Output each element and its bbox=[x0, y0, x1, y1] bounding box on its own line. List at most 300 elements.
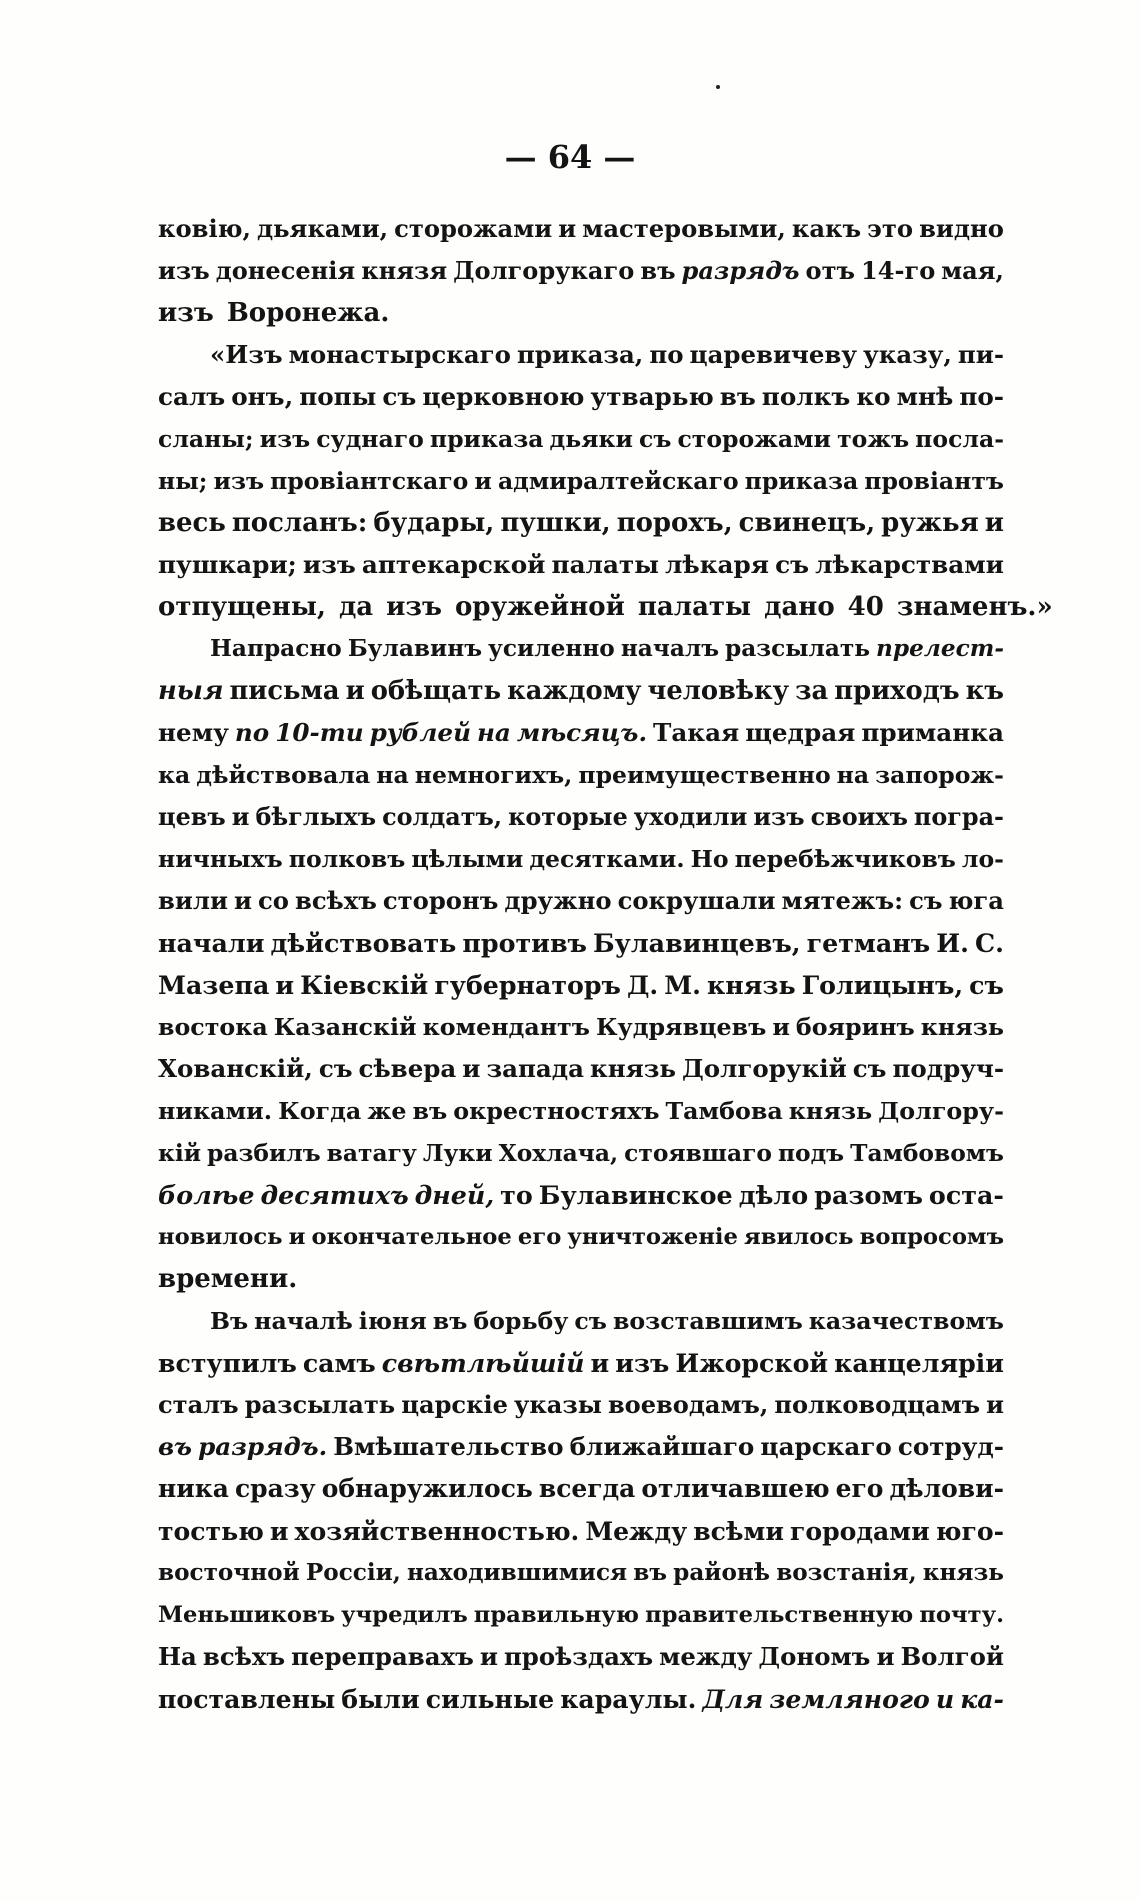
word: дьяками, bbox=[256, 214, 389, 243]
word: Тамбовомъ bbox=[850, 1139, 1004, 1167]
word: въ bbox=[412, 1097, 448, 1125]
word: ватагу bbox=[326, 1139, 417, 1167]
text-line bbox=[158, 1342, 1004, 1384]
word: ка bbox=[158, 761, 191, 789]
word: на bbox=[836, 761, 870, 789]
word: Ижорской bbox=[675, 1348, 829, 1378]
word: Кудрявцевъ bbox=[595, 1013, 767, 1041]
word: сразу bbox=[234, 1474, 316, 1503]
word: донесенія bbox=[215, 256, 356, 285]
word: никами. bbox=[158, 1097, 273, 1125]
italic-word: ка- bbox=[960, 1684, 1004, 1714]
word: и bbox=[474, 467, 492, 495]
word: будары, bbox=[373, 508, 495, 538]
text-line bbox=[158, 838, 1004, 880]
italic-word: рублей bbox=[369, 718, 471, 747]
word: вопросомъ bbox=[859, 1224, 1004, 1250]
word: пи- bbox=[957, 340, 1004, 369]
word: дѣлови- bbox=[889, 1474, 1004, 1503]
word: его bbox=[835, 1474, 884, 1503]
word: хозяйственностью. bbox=[294, 1516, 580, 1546]
italic-word: въ bbox=[158, 1432, 193, 1461]
word: разсылать bbox=[725, 635, 871, 662]
word: находившимися bbox=[406, 1559, 628, 1586]
word: Вмѣшательство bbox=[333, 1432, 564, 1461]
word: перебѣжчиковъ bbox=[734, 845, 956, 873]
word: Меньшиковъ bbox=[158, 1602, 336, 1628]
word: своихъ bbox=[810, 803, 908, 831]
word: мастеровыми, bbox=[582, 214, 786, 243]
word: казачествомъ bbox=[808, 1307, 1004, 1335]
word: посланъ: bbox=[231, 508, 368, 538]
word: новилось bbox=[158, 1224, 283, 1250]
ink-speck bbox=[716, 85, 720, 89]
text-line bbox=[158, 1636, 1004, 1678]
word: приказа bbox=[744, 467, 859, 495]
text-line bbox=[158, 418, 1004, 460]
word: преимущественно bbox=[578, 761, 831, 789]
word: тожъ bbox=[837, 425, 910, 453]
word: правительственную bbox=[645, 1602, 914, 1628]
word: дѣйствовать bbox=[270, 928, 457, 958]
word: почту. bbox=[919, 1602, 1004, 1628]
word: уходили bbox=[633, 803, 748, 831]
italic-word: и bbox=[935, 1684, 955, 1714]
word: ло- bbox=[961, 845, 1004, 873]
page-number: — 64 — bbox=[504, 138, 636, 176]
word: съ bbox=[574, 1307, 607, 1335]
word: отпущены, bbox=[158, 592, 326, 622]
word: то bbox=[500, 1180, 533, 1210]
word: десятками. bbox=[529, 845, 685, 873]
word: царскіе bbox=[401, 1390, 508, 1419]
word: восточной bbox=[158, 1559, 300, 1586]
word: съ bbox=[382, 382, 417, 411]
word: С. bbox=[975, 928, 1004, 958]
word: погра- bbox=[913, 803, 1004, 831]
word: ковію, bbox=[158, 214, 251, 243]
word: ближайшаго bbox=[569, 1432, 755, 1461]
word: дьяки bbox=[549, 425, 633, 453]
word: И. bbox=[936, 928, 969, 958]
word: проѣздахъ bbox=[503, 1642, 654, 1671]
text-line bbox=[158, 754, 1004, 796]
word: и bbox=[234, 886, 252, 915]
word: Кіевскій bbox=[300, 970, 429, 1000]
italic-word: земляного bbox=[769, 1684, 930, 1714]
word: іюня bbox=[358, 1307, 427, 1335]
word: и bbox=[876, 1642, 895, 1671]
word: щедрая bbox=[745, 718, 856, 747]
word: лѣкарствами bbox=[815, 550, 1004, 579]
word: борьбу bbox=[473, 1307, 569, 1335]
word: утварью bbox=[590, 382, 714, 411]
word: бояринъ bbox=[795, 1013, 915, 1041]
word: монастырскаго bbox=[288, 340, 511, 369]
word: 14-го bbox=[860, 256, 936, 285]
word: царевичеву bbox=[689, 340, 858, 369]
word: которые bbox=[508, 803, 628, 831]
word: изъ bbox=[615, 1348, 670, 1378]
word: сторожами bbox=[394, 214, 553, 243]
word: знаменъ.» bbox=[896, 592, 1053, 622]
word: свинецъ, bbox=[738, 508, 876, 538]
word: изъ bbox=[753, 803, 805, 831]
word: солдатъ, bbox=[382, 803, 503, 831]
italic-word: болѣе bbox=[158, 1180, 255, 1210]
word: приходъ bbox=[834, 676, 960, 706]
word: усиленно bbox=[488, 635, 615, 662]
word: въ bbox=[719, 382, 756, 411]
word: да bbox=[338, 592, 374, 622]
word: началѣ bbox=[254, 1307, 353, 1335]
word: попы bbox=[299, 382, 377, 411]
word: отличавшею bbox=[641, 1474, 830, 1503]
word: дѣло bbox=[738, 1180, 809, 1210]
word: и bbox=[345, 676, 365, 706]
word: и bbox=[275, 970, 295, 1000]
word: по bbox=[649, 340, 684, 369]
word: князь bbox=[920, 1013, 1004, 1041]
word: и bbox=[269, 1516, 289, 1546]
word: подъ bbox=[777, 1139, 845, 1167]
page-body-text bbox=[158, 208, 1053, 1720]
italic-word: разрядъ bbox=[681, 256, 800, 285]
word: ружья bbox=[881, 508, 979, 538]
word: и bbox=[558, 214, 577, 243]
word: по- bbox=[959, 382, 1004, 411]
word: немногихъ, bbox=[414, 761, 573, 789]
word: за bbox=[795, 676, 829, 706]
word: Мазепа bbox=[158, 970, 270, 1000]
word: Булавинское bbox=[538, 1180, 733, 1210]
word: и bbox=[984, 508, 1004, 538]
word: и bbox=[590, 1348, 610, 1378]
word: мнѣ bbox=[896, 382, 954, 411]
word: городами bbox=[789, 1516, 930, 1546]
word: Д. bbox=[626, 970, 659, 1000]
text-line bbox=[158, 922, 1004, 964]
text-line bbox=[158, 586, 1053, 628]
text-line bbox=[158, 208, 1004, 250]
word: изъ bbox=[158, 298, 214, 328]
word: князь bbox=[707, 970, 796, 1000]
italic-word: на bbox=[476, 718, 511, 747]
word: началъ bbox=[620, 635, 720, 662]
word: обѣщать bbox=[370, 676, 502, 706]
word: и bbox=[462, 1054, 481, 1083]
word: сокрушали bbox=[617, 886, 776, 915]
word: разомъ bbox=[814, 1180, 923, 1210]
text-line bbox=[158, 1510, 1004, 1552]
word: всѣхъ bbox=[295, 886, 377, 915]
word: учредилъ bbox=[341, 1602, 468, 1628]
word: уничтоженіе bbox=[567, 1224, 738, 1250]
italic-word: ныя bbox=[158, 676, 224, 706]
word: аптекарской bbox=[361, 550, 546, 579]
word: дружно bbox=[504, 886, 612, 915]
word: Луки bbox=[422, 1139, 493, 1167]
word: Казанскій bbox=[273, 1013, 417, 1041]
word: адмиралтейскаго bbox=[497, 467, 739, 495]
word: районѣ bbox=[673, 1559, 771, 1586]
word: Долгорукаго bbox=[453, 256, 635, 285]
word: Голицынъ, bbox=[801, 970, 964, 1000]
word: вили bbox=[158, 886, 228, 915]
word: Долгору- bbox=[878, 1097, 1004, 1125]
word: сѣвера bbox=[358, 1054, 457, 1083]
word: и bbox=[231, 803, 250, 831]
word: запада bbox=[486, 1054, 584, 1083]
text-line bbox=[158, 712, 1004, 754]
text-line bbox=[158, 1300, 1004, 1342]
word: суднаго bbox=[316, 425, 424, 453]
italic-word: 10-ти bbox=[275, 718, 364, 747]
word: дѣйствовала bbox=[196, 761, 371, 789]
word: весь bbox=[158, 508, 226, 538]
word: юга bbox=[948, 886, 1004, 915]
text-line bbox=[158, 292, 1004, 334]
word: отъ bbox=[805, 256, 855, 285]
word: мая, bbox=[941, 256, 1004, 285]
word: бѣглыхъ bbox=[255, 803, 377, 831]
word: провіантъ bbox=[864, 467, 1004, 495]
word: и bbox=[772, 1013, 790, 1041]
text-line bbox=[158, 1048, 1004, 1090]
word: къ bbox=[965, 676, 1004, 706]
word: порохъ, bbox=[616, 508, 733, 538]
word: Долгорукій bbox=[682, 1054, 847, 1083]
word: тостью bbox=[158, 1516, 264, 1546]
word: онъ, bbox=[231, 382, 294, 411]
word: вступилъ bbox=[158, 1348, 297, 1378]
word: изъ bbox=[302, 550, 356, 579]
word: на bbox=[376, 761, 409, 789]
word: Хованскій, bbox=[158, 1054, 313, 1083]
word: палаты bbox=[551, 550, 659, 579]
word: изъ bbox=[259, 425, 311, 453]
word: видно bbox=[919, 214, 1004, 243]
italic-word: десятихъ bbox=[260, 1180, 409, 1210]
text-line bbox=[158, 1468, 1004, 1510]
word: князь bbox=[590, 1054, 676, 1083]
italic-word: прелест- bbox=[876, 635, 1004, 662]
word: съ bbox=[909, 886, 943, 915]
word: дано bbox=[764, 592, 835, 622]
word: разбилъ bbox=[207, 1139, 321, 1167]
word: Тамбова bbox=[665, 1097, 783, 1125]
word: пушки, bbox=[500, 508, 611, 538]
word: 40 bbox=[847, 592, 884, 622]
word: царскаго bbox=[760, 1432, 892, 1461]
word: сторожами bbox=[677, 425, 831, 453]
word: съ bbox=[969, 970, 1004, 1000]
word: были bbox=[341, 1684, 420, 1714]
word: ны; bbox=[158, 467, 208, 495]
word: палаты bbox=[637, 592, 752, 622]
italic-word: свѣтлѣйшій bbox=[381, 1348, 585, 1378]
word: Россіи, bbox=[305, 1559, 401, 1586]
word: противъ bbox=[462, 928, 587, 958]
word: времени. bbox=[158, 1264, 298, 1294]
word: человѣку bbox=[647, 676, 790, 706]
word: ко bbox=[856, 382, 891, 411]
word: правильную bbox=[473, 1602, 639, 1628]
word: цѣлыми bbox=[411, 845, 524, 873]
word: полковъ bbox=[288, 845, 406, 873]
text-line bbox=[158, 1426, 1004, 1468]
word: возставшимъ bbox=[612, 1307, 803, 1335]
word: обнаружилось bbox=[321, 1474, 533, 1503]
text-line bbox=[158, 502, 1004, 544]
word: подруч- bbox=[892, 1054, 1004, 1083]
word: губернаторъ bbox=[434, 970, 621, 1000]
italic-word: дней, bbox=[414, 1180, 495, 1210]
word: цевъ bbox=[158, 803, 226, 831]
word: ничныхъ bbox=[158, 845, 283, 873]
word: ника bbox=[158, 1474, 229, 1503]
word: сталъ bbox=[158, 1390, 239, 1419]
word: князя bbox=[361, 256, 448, 285]
text-line bbox=[158, 880, 1004, 922]
word: окрестностяхъ bbox=[453, 1097, 660, 1125]
word: полкъ bbox=[761, 382, 851, 411]
word: караулы. bbox=[560, 1684, 697, 1714]
word: Но bbox=[690, 845, 729, 873]
word: явилось bbox=[744, 1224, 854, 1250]
word: изъ bbox=[386, 592, 442, 622]
word: приманка bbox=[861, 718, 1004, 747]
text-line bbox=[158, 1216, 1004, 1258]
text-line bbox=[158, 1258, 1004, 1300]
word: поставлены bbox=[158, 1684, 336, 1714]
word: съ bbox=[639, 425, 672, 453]
word: въ bbox=[633, 1559, 668, 1586]
word: изъ bbox=[213, 467, 265, 495]
word: салъ bbox=[158, 382, 226, 411]
word: сильные bbox=[425, 1684, 555, 1714]
word: сланы; bbox=[158, 425, 254, 453]
word: пушкари; bbox=[158, 550, 297, 579]
word: юго- bbox=[935, 1516, 1004, 1546]
word: между bbox=[659, 1642, 753, 1671]
word: сотруд- bbox=[897, 1432, 1004, 1461]
word: окончательное bbox=[311, 1224, 512, 1250]
word: же bbox=[367, 1097, 407, 1125]
word: письма bbox=[229, 676, 340, 706]
word: запорож- bbox=[875, 761, 1004, 789]
word: всегда bbox=[538, 1474, 636, 1503]
word: и bbox=[479, 1642, 498, 1671]
word: съ bbox=[775, 550, 810, 579]
word: стоявшаго bbox=[624, 1139, 772, 1167]
word: Такая bbox=[653, 718, 740, 747]
word: каждому bbox=[507, 676, 642, 706]
word: Напрасно bbox=[210, 635, 342, 662]
text-line bbox=[158, 1090, 1004, 1132]
word: какъ bbox=[791, 214, 862, 243]
text-line bbox=[158, 796, 1004, 838]
text-line bbox=[158, 628, 1004, 670]
word: гетманъ bbox=[806, 928, 931, 958]
word: М. bbox=[664, 970, 701, 1000]
word: съ bbox=[852, 1054, 887, 1083]
text-line bbox=[158, 1594, 1004, 1636]
word: полководцамъ bbox=[774, 1390, 981, 1419]
word: его bbox=[517, 1224, 562, 1250]
word: оружейной bbox=[454, 592, 625, 622]
word: приказа bbox=[429, 425, 544, 453]
word: Когда bbox=[278, 1097, 362, 1125]
word: всѣхъ bbox=[202, 1642, 286, 1671]
word: Хохлача, bbox=[498, 1139, 619, 1167]
word: «Изъ bbox=[210, 340, 283, 369]
word: это bbox=[867, 214, 914, 243]
text-line bbox=[158, 376, 1004, 418]
word: востока bbox=[158, 1013, 268, 1041]
word: провіантскаго bbox=[270, 467, 469, 495]
word: изъ bbox=[158, 256, 210, 285]
word: посла- bbox=[915, 425, 1004, 453]
word: Между bbox=[585, 1516, 688, 1546]
text-line bbox=[158, 1174, 1004, 1216]
italic-word: Для bbox=[702, 1684, 764, 1714]
word: Волгой bbox=[900, 1642, 1004, 1671]
word: разсылать bbox=[244, 1390, 396, 1419]
word: церковною bbox=[422, 382, 585, 411]
text-line bbox=[158, 1384, 1004, 1426]
word: На bbox=[158, 1642, 197, 1671]
word: Дономъ bbox=[758, 1642, 871, 1671]
word: въ bbox=[432, 1307, 468, 1335]
text-line bbox=[158, 670, 1004, 712]
word: всѣми bbox=[693, 1516, 784, 1546]
word: переправахъ bbox=[291, 1642, 474, 1671]
word: приказа, bbox=[516, 340, 644, 369]
word: оста- bbox=[928, 1180, 1004, 1210]
word: и bbox=[986, 1390, 1004, 1419]
word: канцеляріи bbox=[834, 1348, 1004, 1378]
word: нему bbox=[158, 718, 229, 747]
word: возстанія, bbox=[776, 1559, 917, 1586]
word: князь bbox=[788, 1097, 873, 1125]
word: со bbox=[258, 886, 289, 915]
word: самъ bbox=[302, 1348, 376, 1378]
word: и bbox=[288, 1224, 306, 1250]
word: комендантъ bbox=[422, 1013, 590, 1041]
italic-word: мѣсяцъ. bbox=[516, 718, 648, 747]
word: Булавинцевъ, bbox=[592, 928, 801, 958]
text-line bbox=[158, 1006, 1004, 1048]
word: Воронежа. bbox=[226, 298, 390, 328]
text-line bbox=[158, 964, 1004, 1006]
italic-word: разрядъ. bbox=[198, 1432, 328, 1461]
text-line bbox=[158, 1132, 1004, 1174]
text-line bbox=[158, 1552, 1004, 1594]
word: Въ bbox=[210, 1307, 249, 1335]
word: съ bbox=[318, 1054, 353, 1083]
word: въ bbox=[640, 256, 676, 285]
word: лѣкаря bbox=[665, 550, 769, 579]
word: кій bbox=[158, 1139, 202, 1167]
word: указы bbox=[513, 1390, 602, 1419]
text-line bbox=[158, 334, 1004, 376]
text-line bbox=[158, 250, 1004, 292]
word: Булавинъ bbox=[347, 635, 483, 662]
word: указу, bbox=[863, 340, 952, 369]
text-line bbox=[158, 544, 1004, 586]
word: воеводамъ, bbox=[607, 1390, 769, 1419]
